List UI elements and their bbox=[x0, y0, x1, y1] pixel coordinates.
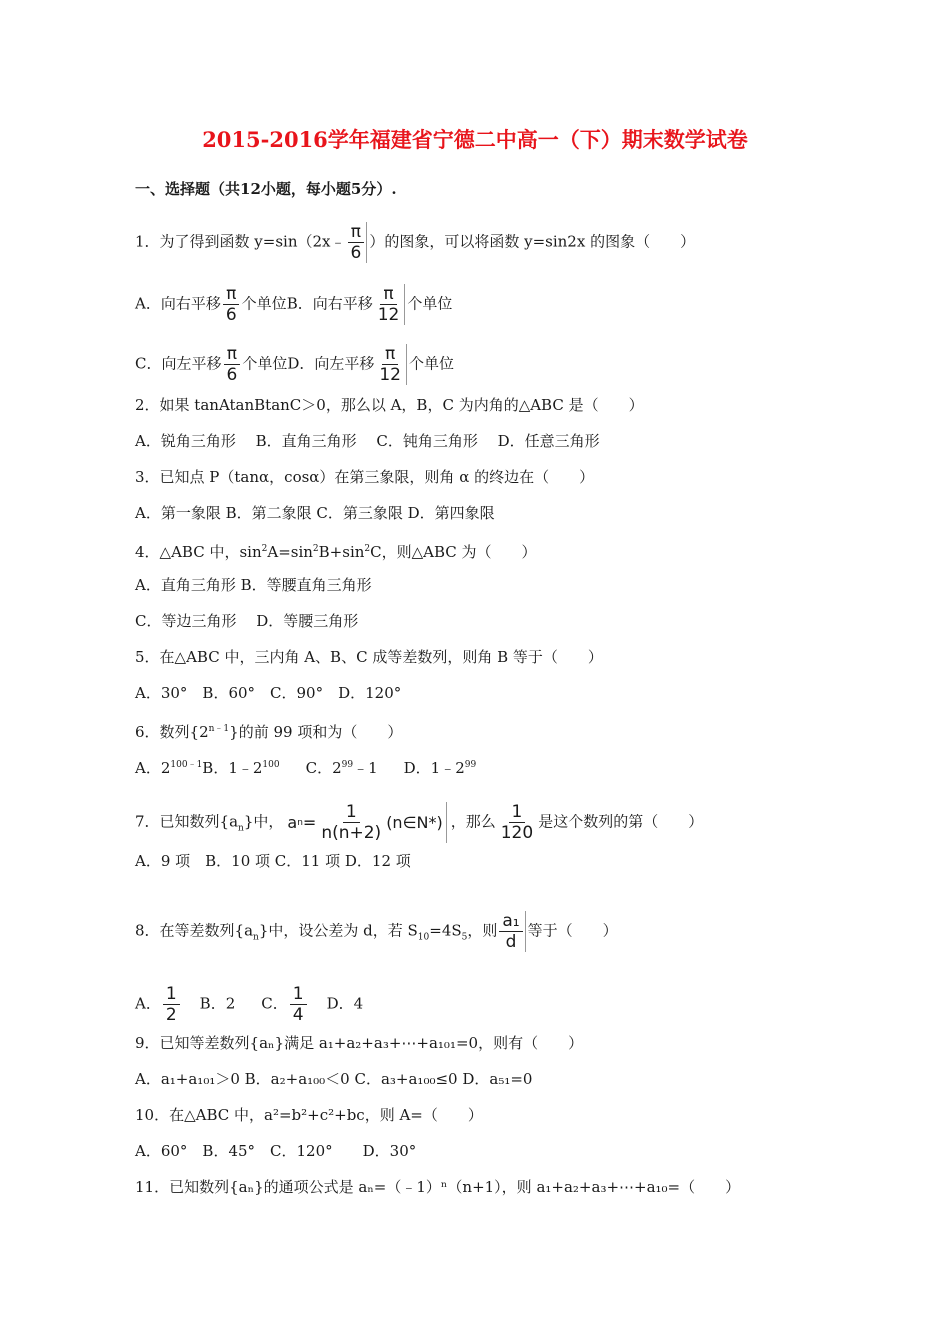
q1-frac-den: 6 bbox=[350, 243, 362, 263]
q7-formula-fraction bbox=[318, 802, 384, 843]
q7-term-den: 120 bbox=[500, 823, 534, 843]
question-11-stem: 11．已知数列{aₙ}的通项公式是 aₙ=（﹣1）ⁿ（n+1），则 a₁+a₂+a₃+⋯+a₁₀=（ ） bbox=[135, 1178, 741, 1196]
q1-opt-c-num: π bbox=[224, 344, 240, 365]
q4-sup-3: 2 bbox=[364, 544, 371, 554]
question-2-stem: 2．如果 tanAtanBtanC＞0，那么以 A，B，C 为内角的△ABC 是（ ） bbox=[135, 396, 644, 414]
question-6-options bbox=[135, 755, 476, 778]
q7-formula-tail: (n∈N*) bbox=[386, 812, 443, 832]
question-7-stem bbox=[135, 802, 703, 843]
q1-fraction bbox=[348, 222, 368, 263]
q7-formula-den: n(n+2) bbox=[321, 823, 382, 843]
q1-opt-a-den: 6 bbox=[225, 305, 237, 325]
q8-opt-c-fraction bbox=[290, 984, 307, 1025]
question-5-stem: 5．在△ABC 中，三内角 A、B、C 成等差数列，则角 B 等于（ ） bbox=[135, 648, 603, 666]
question-8-options bbox=[135, 984, 363, 1025]
document-title: 2015-2016学年福建省宁德二中高一（下）期末数学试卷 bbox=[202, 127, 748, 152]
q8-stem-a: 8．在等差数列{a bbox=[135, 921, 254, 940]
q6-opt-c-sup: 99 bbox=[341, 760, 354, 770]
q4-stem-b: A=sin bbox=[267, 543, 313, 561]
q1-opt-b-num: π bbox=[380, 284, 396, 305]
question-2-options: A．锐角三角形 B．直角三角形 C．钝角三角形 D．任意三角形 bbox=[135, 432, 600, 450]
q6-opt-b-sup: 100 bbox=[262, 760, 280, 770]
q1-opt-c-label: C．向左平移 bbox=[135, 354, 222, 373]
q8-stem-e: 等于（ ） bbox=[527, 921, 618, 940]
q1-opt-a-post: 个单位 bbox=[241, 294, 287, 313]
question-4-stem bbox=[135, 539, 537, 562]
question-3-stem: 3．已知点 P（tanα，cosα）在第三象限，则角 α 的终边在（ ） bbox=[135, 468, 595, 486]
q7-term-fraction bbox=[498, 802, 536, 843]
q1-frac-num: π bbox=[348, 222, 364, 243]
q1-opt-d-den: 12 bbox=[379, 365, 401, 385]
q1-opt-d-label: D．向左平移 bbox=[287, 354, 375, 373]
q8-opt-a-den: 2 bbox=[165, 1005, 177, 1025]
q1-opt-a-label: A．向右平移 bbox=[135, 294, 221, 313]
q1-opt-c-den: 6 bbox=[226, 365, 238, 385]
q8-opt-a-num: 1 bbox=[163, 984, 180, 1005]
q7-formula-a: a bbox=[287, 812, 298, 832]
q1-opt-a-fraction bbox=[223, 284, 240, 325]
q8-opt-a: A． bbox=[135, 994, 161, 1013]
q8-sub-5: 5 bbox=[461, 932, 468, 943]
q7-stem-sub: n bbox=[238, 823, 244, 834]
q6-opt-c-post: ﹣1 bbox=[353, 759, 378, 777]
q8-stem-b: }中，设公差为 d，若 S bbox=[258, 921, 418, 940]
q8-opt-c-num: 1 bbox=[290, 984, 307, 1005]
q7-stem-a: 7．已知数列{a bbox=[135, 812, 239, 831]
q6-opt-a: A．2 bbox=[135, 759, 171, 777]
question-4-options-1: A．直角三角形 B．等腰直角三角形 bbox=[135, 576, 372, 594]
q6-stem-sup: n﹣1 bbox=[208, 724, 230, 734]
q8-stem-c: =4S bbox=[429, 921, 462, 940]
q8-opt-d: D．4 bbox=[326, 994, 364, 1013]
question-1-options-ab bbox=[135, 284, 452, 325]
q6-opt-d: D．1﹣2 bbox=[403, 759, 465, 777]
q6-stem-b: }的前 99 项和为（ ） bbox=[229, 723, 403, 741]
q8-ratio-fraction bbox=[499, 911, 525, 952]
q1-opt-c-fraction bbox=[223, 344, 240, 385]
q7-formula-sub: n bbox=[297, 817, 303, 828]
q7-formula-num: 1 bbox=[343, 802, 360, 823]
q6-opt-a-sup: 100﹣1 bbox=[170, 760, 203, 770]
q7-formula bbox=[287, 802, 446, 843]
q8-ratio-den: d bbox=[505, 932, 517, 952]
q4-stem-c: B+sin bbox=[318, 543, 365, 561]
question-8-stem bbox=[135, 911, 618, 952]
question-9-options: A．a₁+a₁₀₁＞0 B．a₂+a₁₀₀＜0 C．a₃+a₁₀₀≤0 D．a₅₁=0 bbox=[135, 1070, 533, 1088]
question-10-stem: 10．在△ABC 中，a²=b²+c²+bc，则 A=（ ） bbox=[135, 1106, 483, 1124]
question-1-options-cd bbox=[135, 344, 454, 385]
q6-stem-a: 6．数列{2 bbox=[135, 723, 209, 741]
q1-opt-b-fraction bbox=[375, 284, 406, 325]
q7-term-num: 1 bbox=[509, 802, 526, 823]
q4-sup-2: 2 bbox=[312, 544, 319, 554]
question-5-options: A．30° B．60° C．90° D．120° bbox=[135, 684, 402, 702]
q4-sup-1: 2 bbox=[261, 544, 268, 554]
question-6-stem bbox=[135, 719, 402, 742]
q7-stem-b: }中， bbox=[243, 812, 284, 831]
section-heading: 一、选择题（共12小题，每小题5分）. bbox=[135, 180, 397, 198]
q4-stem-d: C，则△ABC 为（ ） bbox=[370, 543, 537, 561]
q1-opt-b-label: B．向右平移 bbox=[286, 294, 373, 313]
q6-opt-d-sup: 99 bbox=[464, 760, 477, 770]
q1-opt-b-post: 个单位 bbox=[407, 294, 453, 313]
q1-stem-text-b: ）的图象，可以将函数 y=sin2x 的图象（ ） bbox=[369, 232, 696, 251]
q6-opt-c: C．2 bbox=[305, 759, 342, 777]
q8-opt-c: C． bbox=[261, 994, 288, 1013]
q1-opt-d-fraction bbox=[376, 344, 407, 385]
question-10-options: A．60° B．45° C．120° D．30° bbox=[135, 1142, 417, 1160]
question-9-stem: 9．已知等差数列{aₙ}满足 a₁+a₂+a₃+⋯+a₁₀₁=0，则有（ ） bbox=[135, 1034, 584, 1052]
q1-opt-d-num: π bbox=[382, 344, 398, 365]
q8-opt-b: B．2 bbox=[199, 994, 236, 1013]
q1-stem-text-a: 1．为了得到函数 y=sin（2x﹣ bbox=[135, 232, 346, 251]
q4-stem-a: 4．△ABC 中，sin bbox=[135, 543, 262, 561]
q7-formula-eq: = bbox=[302, 812, 317, 832]
q1-opt-a-num: π bbox=[223, 284, 239, 305]
q1-opt-b-den: 12 bbox=[377, 305, 400, 325]
q8-opt-c-den: 4 bbox=[292, 1005, 304, 1025]
question-4-options-2: C．等边三角形 D．等腰三角形 bbox=[135, 612, 359, 630]
q8-sub-10: 10 bbox=[417, 932, 430, 943]
q8-stem-sub: n bbox=[253, 932, 259, 943]
q1-opt-c-post: 个单位 bbox=[242, 354, 288, 373]
q1-opt-d-post: 个单位 bbox=[409, 354, 455, 373]
q7-stem-d: 是这个数列的第（ ） bbox=[538, 812, 704, 831]
q7-stem-c: ，那么 bbox=[450, 812, 496, 831]
question-7-options: A．9 项 B．10 项 C．11 项 D．12 项 bbox=[135, 852, 411, 870]
q8-opt-a-fraction bbox=[163, 984, 180, 1025]
q8-ratio-num: a₁ bbox=[499, 911, 522, 932]
q8-stem-d: ，则 bbox=[467, 921, 498, 940]
question-3-options: A．第一象限 B．第二象限 C．第三象限 D．第四象限 bbox=[135, 504, 495, 522]
q6-opt-b: B．1﹣2 bbox=[202, 759, 263, 777]
question-1-stem bbox=[135, 222, 695, 263]
